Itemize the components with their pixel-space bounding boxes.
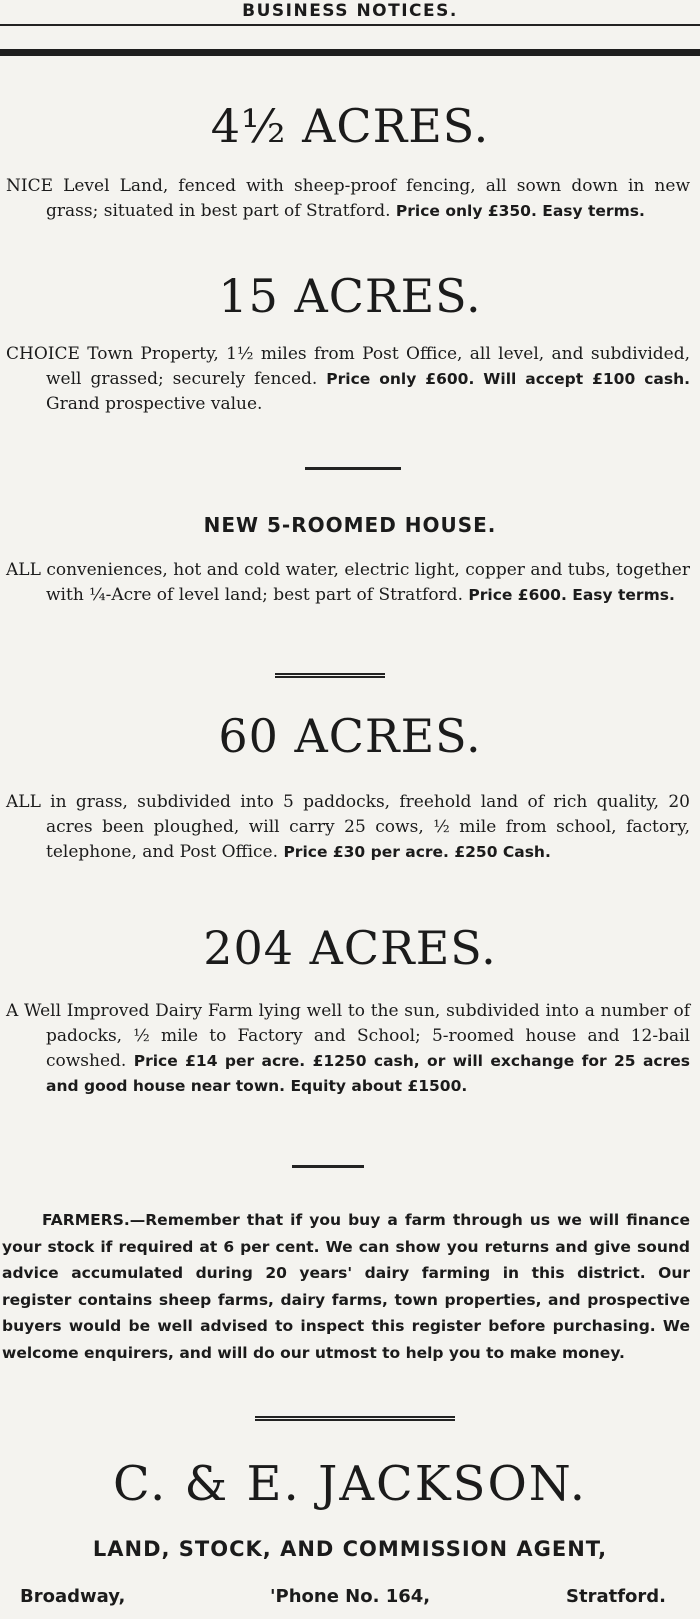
divider	[255, 1416, 455, 1421]
divider	[305, 467, 401, 470]
listing-2-heading: 15 ACRES.	[218, 269, 482, 323]
listing-1-heading: 4½ ACRES.	[210, 99, 490, 153]
firm-town: Stratford.	[566, 1586, 666, 1607]
listing-5-heading: 204 ACRES.	[203, 921, 497, 975]
masthead-rule-thin	[0, 24, 700, 26]
listing-3-text: ALL conveniences, hot and cold water, electric light, copper and tubs, together with ¼-Acre of level land; best part of Stratford. Price £600. Easy terms.	[6, 560, 690, 605]
masthead: BUSINESS NOTICES.	[242, 1, 458, 21]
divider	[292, 1165, 364, 1168]
firm-name: C. & E. JACKSON.	[113, 1456, 587, 1512]
firm-phone: 'Phone No. 164,	[270, 1586, 431, 1607]
listing-4-text: ALL in grass, subdivided into 5 paddocks, freehold land of rich quality, 20 acres been ploughed, will carry 25 cows, ½ mile from school, factory, telephone, and Post Office. Price £30 per acre. £250 Cash.	[6, 792, 690, 862]
listing-3-heading: NEW 5-ROOMED HOUSE.	[203, 513, 497, 537]
listing-1-text: NICE Level Land, fenced with sheep-proof fencing, all sown down in new grass; situated in best part of Stratford. Price only £350. Easy terms.	[6, 176, 690, 221]
firm-contact-row	[0, 1582, 700, 1612]
listing-4-heading: 60 ACRES.	[218, 709, 482, 763]
masthead-rule-thick	[0, 49, 700, 56]
farmers-notice: FARMERS.—Remember that if you buy a farm through us we will finance your stock if required at 6 per cent. We can show you returns and give sound advice accumulated during 20 years' dairy farming in this district. Our register contains sheep farms, dairy farms, town properties, and prospective buyers would be well advised to inspect this register before purchasing. We welcome enquirers, and will do our utmost to help you to make money.	[2, 1211, 690, 1362]
firm-role: LAND, STOCK, AND COMMISSION AGENT,	[92, 1537, 608, 1561]
firm-address: Broadway,	[20, 1586, 126, 1607]
divider	[275, 673, 385, 678]
listing-5-text: A Well Improved Dairy Farm lying well to the sun, subdivided into a number of padocks, ½ mile to Factory and School; 5-roomed house and 12-bail cowshed. Price £14 per acre. £1250 cash, or will exchange for 25 acres and good house near town. Equity about £1500.	[6, 1001, 690, 1095]
listing-2-text: CHOICE Town Property, 1½ miles from Post Office, all level, and subdivided, well grassed; securely fenced. Price only £600. Will accept £100 cash. Grand prospective value.	[6, 344, 690, 414]
